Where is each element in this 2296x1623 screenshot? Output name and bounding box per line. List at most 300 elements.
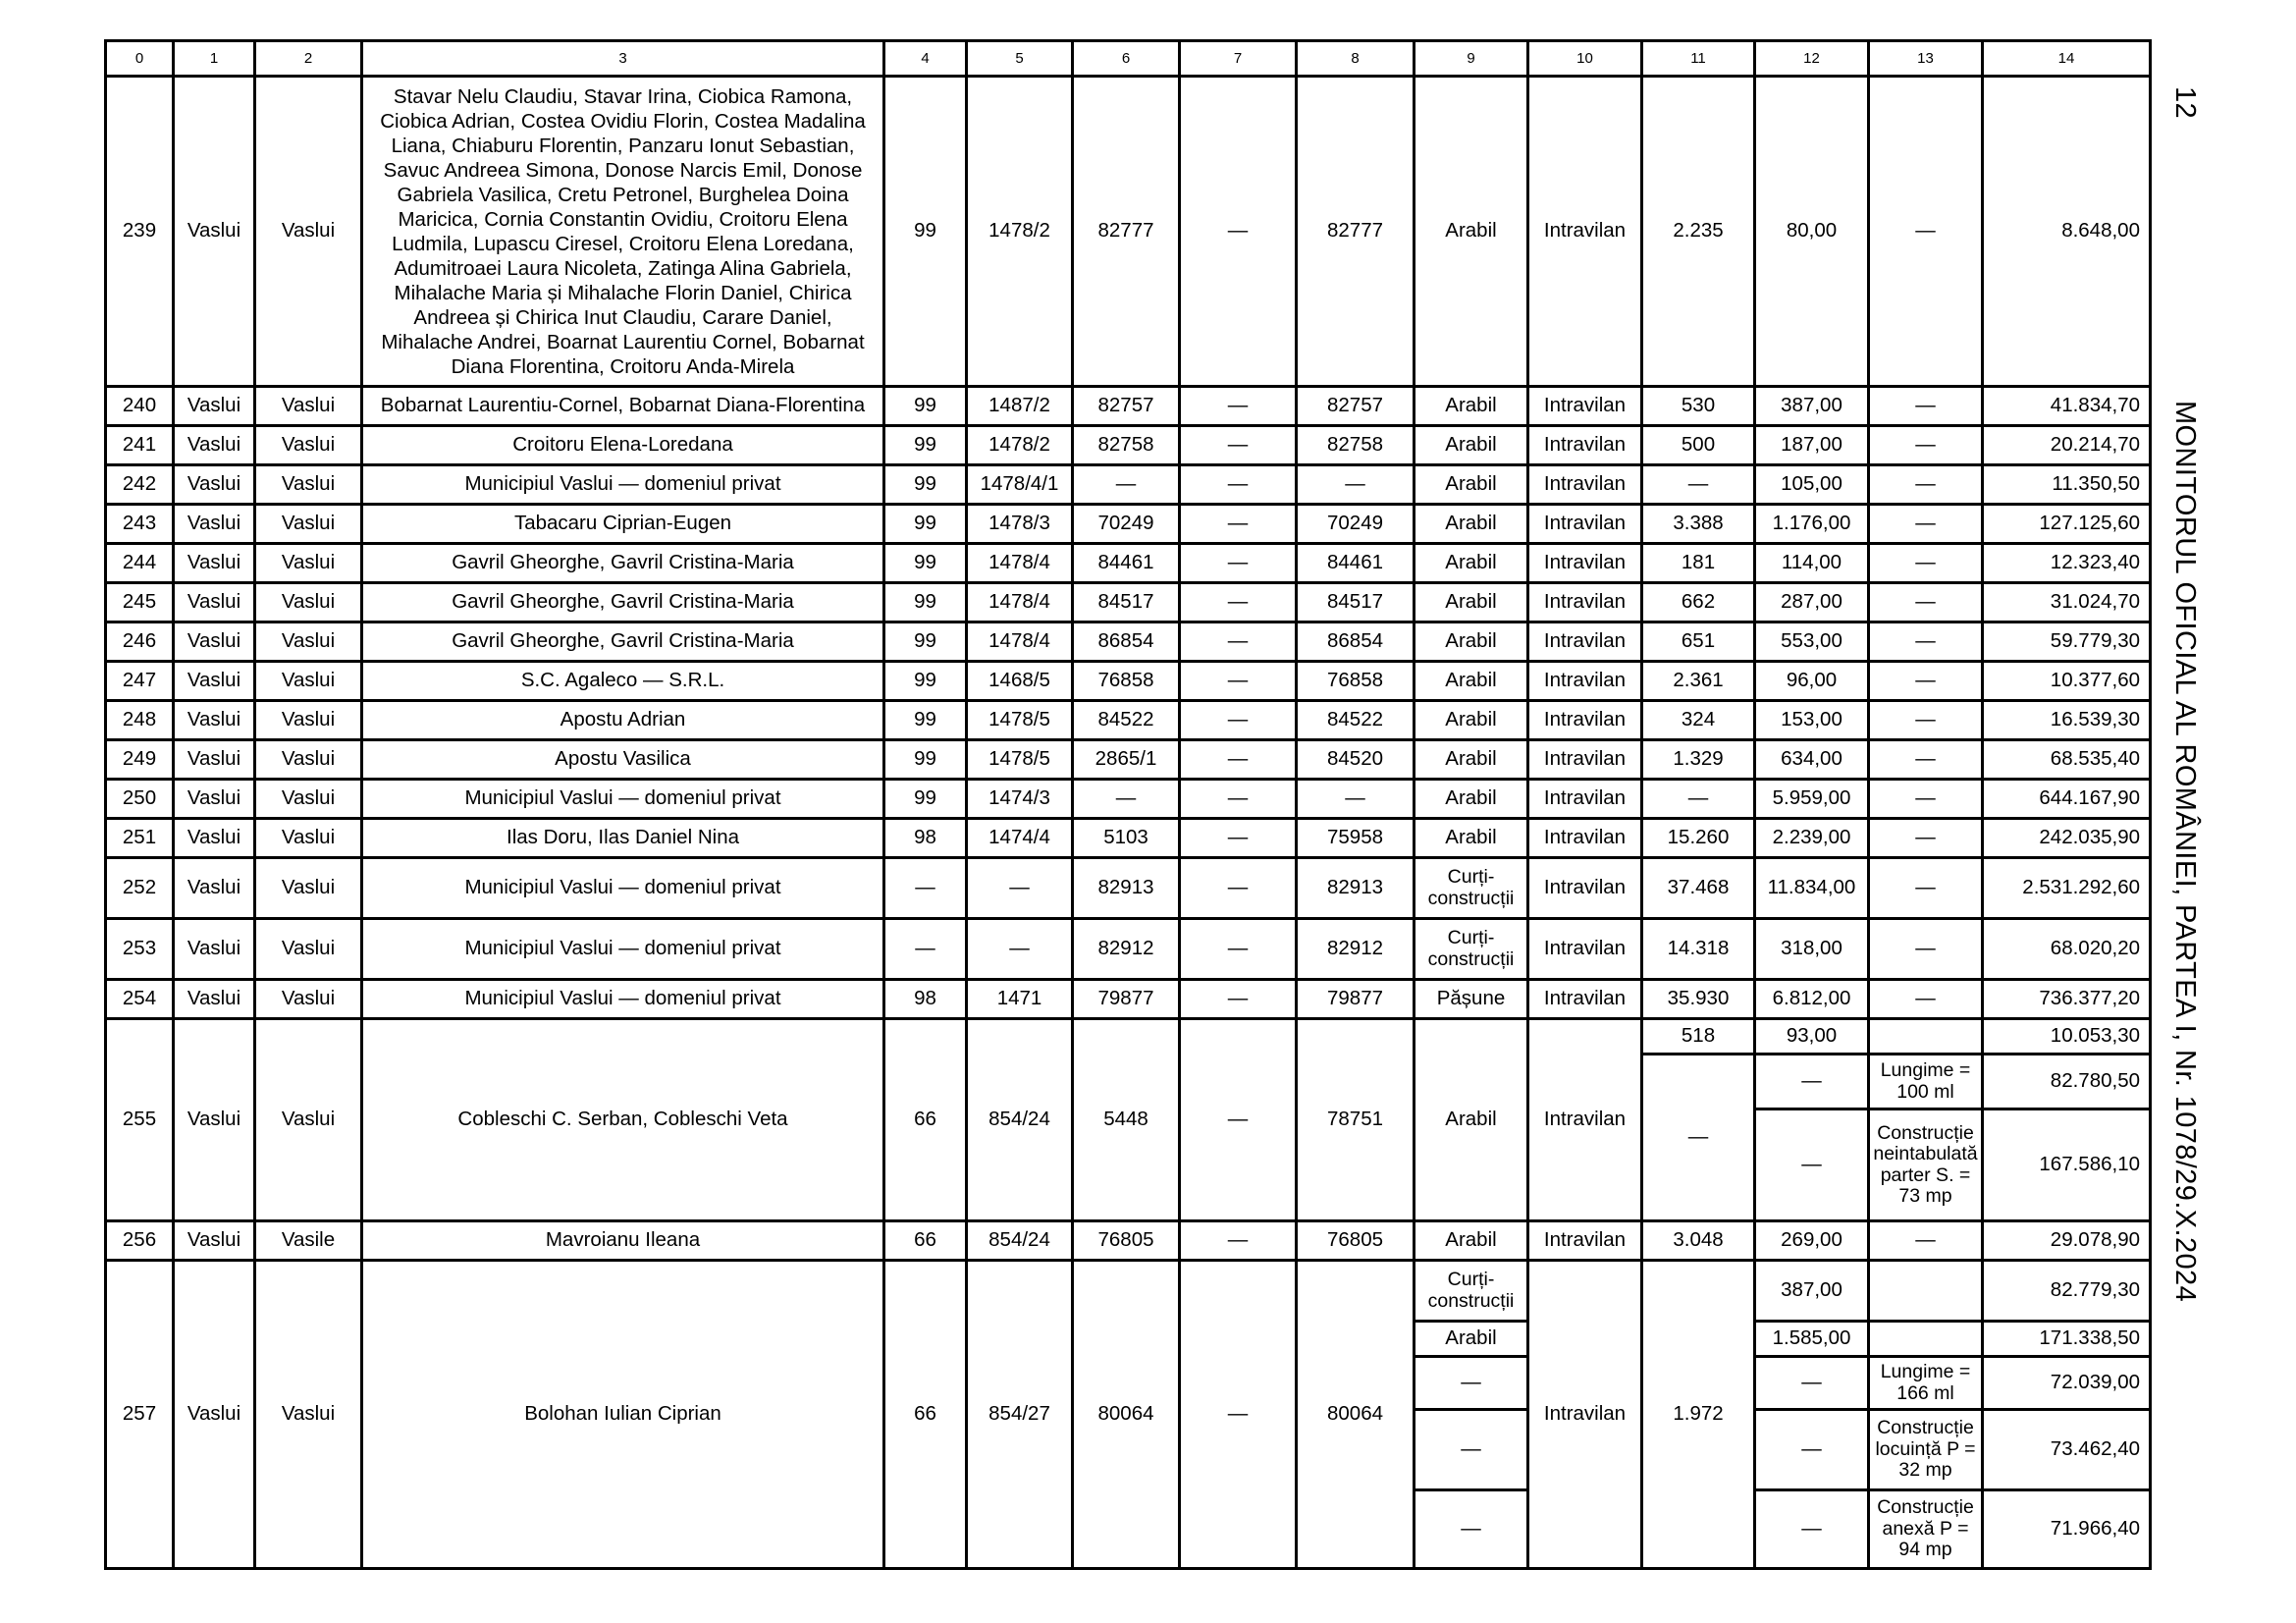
cell-c11: — — [1642, 1055, 1755, 1221]
cell-nr: 244 — [106, 544, 174, 583]
cell-c5: 1478/4 — [967, 544, 1073, 583]
cell-c8: 82777 — [1297, 77, 1415, 387]
cell-county: Vaslui — [174, 980, 255, 1019]
cell-c10: Intravilan — [1528, 465, 1642, 505]
cell-c5: 1478/4 — [967, 622, 1073, 662]
cell-c7: — — [1180, 1221, 1297, 1261]
cell-c7: — — [1180, 662, 1297, 701]
table-row — [106, 465, 2151, 505]
cell-c14: 2.531.292,60 — [1983, 858, 2151, 919]
cell-c13: Construcție locuință P = 32 mp — [1869, 1410, 1983, 1490]
cell-owners: Tabacaru Ciprian-Eugen — [362, 505, 884, 544]
col-header: 4 — [884, 41, 967, 77]
cell-c4: 99 — [884, 622, 967, 662]
cell-c11: 3.388 — [1642, 505, 1755, 544]
cell-locality: Vaslui — [255, 701, 362, 740]
cell-county: Vaslui — [174, 919, 255, 980]
cell-c4: 99 — [884, 387, 967, 426]
cell-c5: 1468/5 — [967, 662, 1073, 701]
cell-c12: — — [1755, 1055, 1869, 1109]
cell-c6: 82912 — [1073, 919, 1180, 980]
cell-c9: Arabil — [1415, 740, 1528, 780]
cell-c9: Curți-construcții — [1415, 919, 1528, 980]
cell-owners: Cobleschi C. Serban, Cobleschi Veta — [362, 1019, 884, 1221]
cell-locality: Vaslui — [255, 77, 362, 387]
cell-c11: 35.930 — [1642, 980, 1755, 1019]
cell-county: Vaslui — [174, 77, 255, 387]
cell-nr: 251 — [106, 819, 174, 858]
col-header: 3 — [362, 41, 884, 77]
cell-c9: Curți-construcții — [1415, 858, 1528, 919]
cell-c7: — — [1180, 980, 1297, 1019]
cell-c11: — — [1642, 780, 1755, 819]
cell-c11: 15.260 — [1642, 819, 1755, 858]
cell-c10: Intravilan — [1528, 544, 1642, 583]
cell-nr: 247 — [106, 662, 174, 701]
cell-locality: Vaslui — [255, 583, 362, 622]
col-header: 5 — [967, 41, 1073, 77]
col-header: 8 — [1297, 41, 1415, 77]
cell-c9: Arabil — [1415, 701, 1528, 740]
cell-c9: Arabil — [1415, 780, 1528, 819]
cell-c12: 105,00 — [1755, 465, 1869, 505]
cell-c5: 1478/3 — [967, 505, 1073, 544]
cell-c4: 99 — [884, 505, 967, 544]
cell-nr: 241 — [106, 426, 174, 465]
cell-c7: — — [1180, 583, 1297, 622]
table-row — [106, 77, 2151, 387]
cell-c5: 1478/2 — [967, 77, 1073, 387]
cell-c5: 1474/3 — [967, 780, 1073, 819]
cell-c6: — — [1073, 465, 1180, 505]
cell-c9: Arabil — [1415, 1221, 1528, 1261]
cell-c13: — — [1869, 583, 1983, 622]
cell-c7: — — [1180, 387, 1297, 426]
col-header: 7 — [1180, 41, 1297, 77]
cell-c10: Intravilan — [1528, 1261, 1642, 1569]
cell-c14: 12.323,40 — [1983, 544, 2151, 583]
cell-c12: 269,00 — [1755, 1221, 1869, 1261]
cell-c4: 99 — [884, 662, 967, 701]
table-row — [106, 701, 2151, 740]
cell-c7: — — [1180, 426, 1297, 465]
cell-c5: 1478/4 — [967, 583, 1073, 622]
page-number: 12 — [2169, 86, 2201, 120]
cell-owners: Apostu Vasilica — [362, 740, 884, 780]
cell-c12: 2.239,00 — [1755, 819, 1869, 858]
cell-c13 — [1869, 1019, 1983, 1055]
cell-c14: 82.780,50 — [1983, 1055, 2151, 1109]
cell-c12: — — [1755, 1109, 1869, 1221]
cell-c14: 82.779,30 — [1983, 1261, 2151, 1322]
table-row — [106, 426, 2151, 465]
cell-c12: 5.959,00 — [1755, 780, 1869, 819]
cell-c8: 86854 — [1297, 622, 1415, 662]
cell-c5: — — [967, 919, 1073, 980]
cell-c10: Intravilan — [1528, 583, 1642, 622]
cell-c12: 1.585,00 — [1755, 1322, 1869, 1357]
cell-c6: 84522 — [1073, 701, 1180, 740]
cell-c14: 29.078,90 — [1983, 1221, 2151, 1261]
cell-c14: 8.648,00 — [1983, 77, 2151, 387]
cell-c11: 14.318 — [1642, 919, 1755, 980]
cell-c9: Arabil — [1415, 77, 1528, 387]
cell-nr: 243 — [106, 505, 174, 544]
cell-c5: 1478/2 — [967, 426, 1073, 465]
table-row — [106, 387, 2151, 426]
cell-c12: 387,00 — [1755, 387, 1869, 426]
cell-c4: 66 — [884, 1019, 967, 1221]
cell-c14: 71.966,40 — [1983, 1490, 2151, 1569]
cell-nr: 242 — [106, 465, 174, 505]
cell-c9: Arabil — [1415, 505, 1528, 544]
cell-c10: Intravilan — [1528, 740, 1642, 780]
cell-c6: — — [1073, 780, 1180, 819]
cell-c9: Pășune — [1415, 980, 1528, 1019]
cell-c8: 76805 — [1297, 1221, 1415, 1261]
cell-c6: 80064 — [1073, 1261, 1180, 1569]
cell-c7: — — [1180, 819, 1297, 858]
cell-c10: Intravilan — [1528, 1221, 1642, 1261]
cell-locality: Vaslui — [255, 819, 362, 858]
cell-c12: — — [1755, 1490, 1869, 1569]
cell-c7: — — [1180, 622, 1297, 662]
table-row — [106, 662, 2151, 701]
cell-c8: 80064 — [1297, 1261, 1415, 1569]
cell-c9: Arabil — [1415, 387, 1528, 426]
cell-c5: 854/24 — [967, 1019, 1073, 1221]
cell-county: Vaslui — [174, 583, 255, 622]
cell-c8: 84461 — [1297, 544, 1415, 583]
cell-c13: — — [1869, 662, 1983, 701]
cell-c10: Intravilan — [1528, 622, 1642, 662]
cell-nr: 239 — [106, 77, 174, 387]
cell-owners: S.C. Agaleco — S.R.L. — [362, 662, 884, 701]
cell-c14: 72.039,00 — [1983, 1357, 2151, 1410]
table-row — [106, 505, 2151, 544]
cell-c10: Intravilan — [1528, 505, 1642, 544]
cell-c11: 1.329 — [1642, 740, 1755, 780]
cell-c5: 1478/5 — [967, 740, 1073, 780]
cell-c9: — — [1415, 1490, 1528, 1569]
cell-c12: 387,00 — [1755, 1261, 1869, 1322]
cell-c10: Intravilan — [1528, 780, 1642, 819]
cell-owners: Ilas Doru, Ilas Daniel Nina — [362, 819, 884, 858]
col-header: 11 — [1642, 41, 1755, 77]
cell-c9: Arabil — [1415, 1019, 1528, 1221]
cell-c14: 736.377,20 — [1983, 980, 2151, 1019]
cell-owners: Gavril Gheorghe, Gavril Cristina-Maria — [362, 583, 884, 622]
cell-owners: Apostu Adrian — [362, 701, 884, 740]
cell-c9: — — [1415, 1410, 1528, 1490]
cell-c9: — — [1415, 1357, 1528, 1410]
cell-c12: 318,00 — [1755, 919, 1869, 980]
cell-c6: 76805 — [1073, 1221, 1180, 1261]
cell-c12: 153,00 — [1755, 701, 1869, 740]
cell-owners: Gavril Gheorghe, Gavril Cristina-Maria — [362, 622, 884, 662]
cell-c11: — — [1642, 465, 1755, 505]
cell-county: Vaslui — [174, 387, 255, 426]
cell-c13: Construcție neintabulată parter S. = 73 mp — [1869, 1109, 1983, 1221]
cell-c11: 1.972 — [1642, 1261, 1755, 1569]
cell-c13: Lungime = 166 ml — [1869, 1357, 1983, 1410]
cell-c4: 99 — [884, 701, 967, 740]
cell-c11: 3.048 — [1642, 1221, 1755, 1261]
cell-nr: 245 — [106, 583, 174, 622]
cell-c4: 99 — [884, 740, 967, 780]
cell-c14: 59.779,30 — [1983, 622, 2151, 662]
table-row — [106, 544, 2151, 583]
cell-c5: 1478/5 — [967, 701, 1073, 740]
table-row — [106, 1261, 2151, 1322]
cell-c11: 651 — [1642, 622, 1755, 662]
cell-c14: 11.350,50 — [1983, 465, 2151, 505]
cell-c5: 854/24 — [967, 1221, 1073, 1261]
cell-owners: Croitoru Elena-Loredana — [362, 426, 884, 465]
cell-c5: 1471 — [967, 980, 1073, 1019]
cell-c8: 76858 — [1297, 662, 1415, 701]
table-row — [106, 1019, 2151, 1055]
cell-c14: 73.462,40 — [1983, 1410, 2151, 1490]
cell-nr: 249 — [106, 740, 174, 780]
cell-c9: Arabil — [1415, 622, 1528, 662]
cell-c9: Arabil — [1415, 544, 1528, 583]
cell-c12: 287,00 — [1755, 583, 1869, 622]
table-row — [106, 1221, 2151, 1261]
col-header: 10 — [1528, 41, 1642, 77]
cell-c8: 70249 — [1297, 505, 1415, 544]
cell-c9: Arabil — [1415, 465, 1528, 505]
cell-c8: 78751 — [1297, 1019, 1415, 1221]
cell-c12: 96,00 — [1755, 662, 1869, 701]
cell-c14: 10.053,30 — [1983, 1019, 2151, 1055]
cell-c10: Intravilan — [1528, 1019, 1642, 1221]
cell-c8: 79877 — [1297, 980, 1415, 1019]
cell-locality: Vaslui — [255, 919, 362, 980]
cell-c13: — — [1869, 77, 1983, 387]
cell-c8: 82757 — [1297, 387, 1415, 426]
cell-county: Vaslui — [174, 544, 255, 583]
cell-c12: 114,00 — [1755, 544, 1869, 583]
cell-c6: 5103 — [1073, 819, 1180, 858]
header-row — [106, 41, 2151, 77]
cell-owners: Bobarnat Laurentiu-Cornel, Bobarnat Diana-Florentina — [362, 387, 884, 426]
cell-locality: Vaslui — [255, 387, 362, 426]
cell-c7: — — [1180, 544, 1297, 583]
cell-c8: — — [1297, 780, 1415, 819]
cell-c13: — — [1869, 505, 1983, 544]
cell-c5: 1474/4 — [967, 819, 1073, 858]
col-header: 2 — [255, 41, 362, 77]
cell-c12: 1.176,00 — [1755, 505, 1869, 544]
cell-c14: 68.535,40 — [1983, 740, 2151, 780]
cell-county: Vaslui — [174, 740, 255, 780]
cell-owners: Stavar Nelu Claudiu, Stavar Irina, Ciobica Ramona, Ciobica Adrian, Costea Ovidiu Florin, Costea Madalina Liana, Chiaburu Florentin, Panzaru Ionut Sebastian, Savuc Andreea Simona, Donose Narcis Emil, Donose Gabriela Vasilica, Cretu Petronel, Burghelea Doina Maricica, Cornia Constantin Ovidiu, Croitoru Elena Ludmila, Lupascu Ciresel, Croitoru Elena Loredana, Adumitroaei Laura Nicoleta, Zatinga Alina Gabriela, Mihalache Maria și Mihalache Florin Daniel, Chirica Andreea și Chirica Inut Claudiu, Carare Daniel, Mihalache Andrei, Boarnat Laurentiu Cornel, Bobarnat Diana Florentina, Croitoru Anda-Mirela — [362, 77, 884, 387]
cell-owners: Municipiul Vaslui — domeniul privat — [362, 919, 884, 980]
cell-c7: — — [1180, 465, 1297, 505]
cell-locality: Vaslui — [255, 1261, 362, 1569]
cell-c12: — — [1755, 1410, 1869, 1490]
cell-c10: Intravilan — [1528, 387, 1642, 426]
cell-nr: 253 — [106, 919, 174, 980]
cell-locality: Vaslui — [255, 980, 362, 1019]
cell-c12: — — [1755, 1357, 1869, 1410]
cell-c9: Arabil — [1415, 426, 1528, 465]
cell-county: Vaslui — [174, 701, 255, 740]
cell-nr: 248 — [106, 701, 174, 740]
cell-c6: 79877 — [1073, 980, 1180, 1019]
cell-c12: 6.812,00 — [1755, 980, 1869, 1019]
cell-c4: 66 — [884, 1261, 967, 1569]
cell-c4: 98 — [884, 819, 967, 858]
cell-c7: — — [1180, 858, 1297, 919]
cell-locality: Vaslui — [255, 465, 362, 505]
cell-c4: — — [884, 919, 967, 980]
cell-county: Vaslui — [174, 505, 255, 544]
cell-c11: 2.235 — [1642, 77, 1755, 387]
cell-c9: Arabil — [1415, 583, 1528, 622]
cell-c5: 1487/2 — [967, 387, 1073, 426]
cell-locality: Vaslui — [255, 544, 362, 583]
cell-county: Vaslui — [174, 465, 255, 505]
col-header: 12 — [1755, 41, 1869, 77]
cell-c13: — — [1869, 858, 1983, 919]
cell-c7: — — [1180, 919, 1297, 980]
cell-c4: 99 — [884, 780, 967, 819]
cell-c11: 181 — [1642, 544, 1755, 583]
cell-c5: 1478/4/1 — [967, 465, 1073, 505]
cell-c11: 324 — [1642, 701, 1755, 740]
cell-c14: 31.024,70 — [1983, 583, 2151, 622]
cell-c4: 66 — [884, 1221, 967, 1261]
cell-c10: Intravilan — [1528, 919, 1642, 980]
cell-c13: — — [1869, 387, 1983, 426]
cell-c13 — [1869, 1322, 1983, 1357]
cell-owners: Municipiul Vaslui — domeniul privat — [362, 465, 884, 505]
cell-c8: 84517 — [1297, 583, 1415, 622]
cell-c7: — — [1180, 1261, 1297, 1569]
cell-c13: — — [1869, 740, 1983, 780]
cell-c13: Construcție anexă P = 94 mp — [1869, 1490, 1983, 1569]
cell-c7: — — [1180, 780, 1297, 819]
cell-locality: Vaslui — [255, 622, 362, 662]
cell-c10: Intravilan — [1528, 426, 1642, 465]
cell-c5: — — [967, 858, 1073, 919]
cell-nr: 240 — [106, 387, 174, 426]
cell-c14: 242.035,90 — [1983, 819, 2151, 858]
cell-c4: 98 — [884, 980, 967, 1019]
cell-c4: 99 — [884, 77, 967, 387]
cell-c11: 530 — [1642, 387, 1755, 426]
cell-c9: Arabil — [1415, 1322, 1528, 1357]
cell-c8: 82913 — [1297, 858, 1415, 919]
cell-c12: 80,00 — [1755, 77, 1869, 387]
cell-c7: — — [1180, 1019, 1297, 1221]
cell-c6: 82913 — [1073, 858, 1180, 919]
cell-c13 — [1869, 1261, 1983, 1322]
cell-c14: 644.167,90 — [1983, 780, 2151, 819]
cell-nr: 252 — [106, 858, 174, 919]
cell-c4: 99 — [884, 465, 967, 505]
cell-county: Vaslui — [174, 858, 255, 919]
table-row — [106, 583, 2151, 622]
cell-county: Vaslui — [174, 662, 255, 701]
cell-c13: — — [1869, 780, 1983, 819]
cell-owners: Bolohan Iulian Ciprian — [362, 1261, 884, 1569]
cell-c10: Intravilan — [1528, 980, 1642, 1019]
cell-c7: — — [1180, 740, 1297, 780]
cell-c11: 518 — [1642, 1019, 1755, 1055]
cell-c13: — — [1869, 622, 1983, 662]
cell-owners: Municipiul Vaslui — domeniul privat — [362, 780, 884, 819]
col-header: 13 — [1869, 41, 1983, 77]
cell-locality: Vaslui — [255, 780, 362, 819]
table-row — [106, 740, 2151, 780]
cell-c11: 662 — [1642, 583, 1755, 622]
cell-c6: 70249 — [1073, 505, 1180, 544]
cell-owners: Gavril Gheorghe, Gavril Cristina-Maria — [362, 544, 884, 583]
cell-county: Vaslui — [174, 819, 255, 858]
cell-c6: 82777 — [1073, 77, 1180, 387]
cell-c8: 75958 — [1297, 819, 1415, 858]
cell-c10: Intravilan — [1528, 701, 1642, 740]
cell-c8: 82912 — [1297, 919, 1415, 980]
cell-county: Vaslui — [174, 622, 255, 662]
cell-nr: 257 — [106, 1261, 174, 1569]
table-row — [106, 780, 2151, 819]
table-row — [106, 919, 2151, 980]
cell-nr: 254 — [106, 980, 174, 1019]
col-header: 14 — [1983, 41, 2151, 77]
cell-c13: — — [1869, 919, 1983, 980]
cell-county: Vaslui — [174, 780, 255, 819]
cell-c6: 5448 — [1073, 1019, 1180, 1221]
cell-c8: 84522 — [1297, 701, 1415, 740]
cell-c14: 171.338,50 — [1983, 1322, 2151, 1357]
cell-c13: — — [1869, 819, 1983, 858]
cell-c4: 99 — [884, 544, 967, 583]
cell-c9: Arabil — [1415, 662, 1528, 701]
table-row — [106, 819, 2151, 858]
cell-c6: 82758 — [1073, 426, 1180, 465]
cell-c9: Curți-construcții — [1415, 1261, 1528, 1322]
cell-c10: Intravilan — [1528, 662, 1642, 701]
cell-locality: Vaslui — [255, 858, 362, 919]
cell-c6: 82757 — [1073, 387, 1180, 426]
cell-c14: 68.020,20 — [1983, 919, 2151, 980]
cell-locality: Vaslui — [255, 1019, 362, 1221]
cell-locality: Vaslui — [255, 662, 362, 701]
cell-c12: 93,00 — [1755, 1019, 1869, 1055]
cell-c13: — — [1869, 544, 1983, 583]
publication-title: MONITORUL OFICIAL AL ROMÂNIEI, PARTEA I, Nr. 1078/29.X.2024 — [2169, 401, 2201, 1303]
col-header: 6 — [1073, 41, 1180, 77]
cell-c6: 2865/1 — [1073, 740, 1180, 780]
land-registry-table — [104, 39, 2152, 1570]
cell-c14: 41.834,70 — [1983, 387, 2151, 426]
cell-locality: Vaslui — [255, 505, 362, 544]
col-header: 0 — [106, 41, 174, 77]
cell-c7: — — [1180, 505, 1297, 544]
table-row — [106, 980, 2151, 1019]
cell-c13: — — [1869, 980, 1983, 1019]
table-row — [106, 622, 2151, 662]
cell-c12: 187,00 — [1755, 426, 1869, 465]
cell-c10: Intravilan — [1528, 77, 1642, 387]
cell-owners: Municipiul Vaslui — domeniul privat — [362, 858, 884, 919]
cell-c10: Intravilan — [1528, 858, 1642, 919]
cell-county: Vaslui — [174, 1261, 255, 1569]
